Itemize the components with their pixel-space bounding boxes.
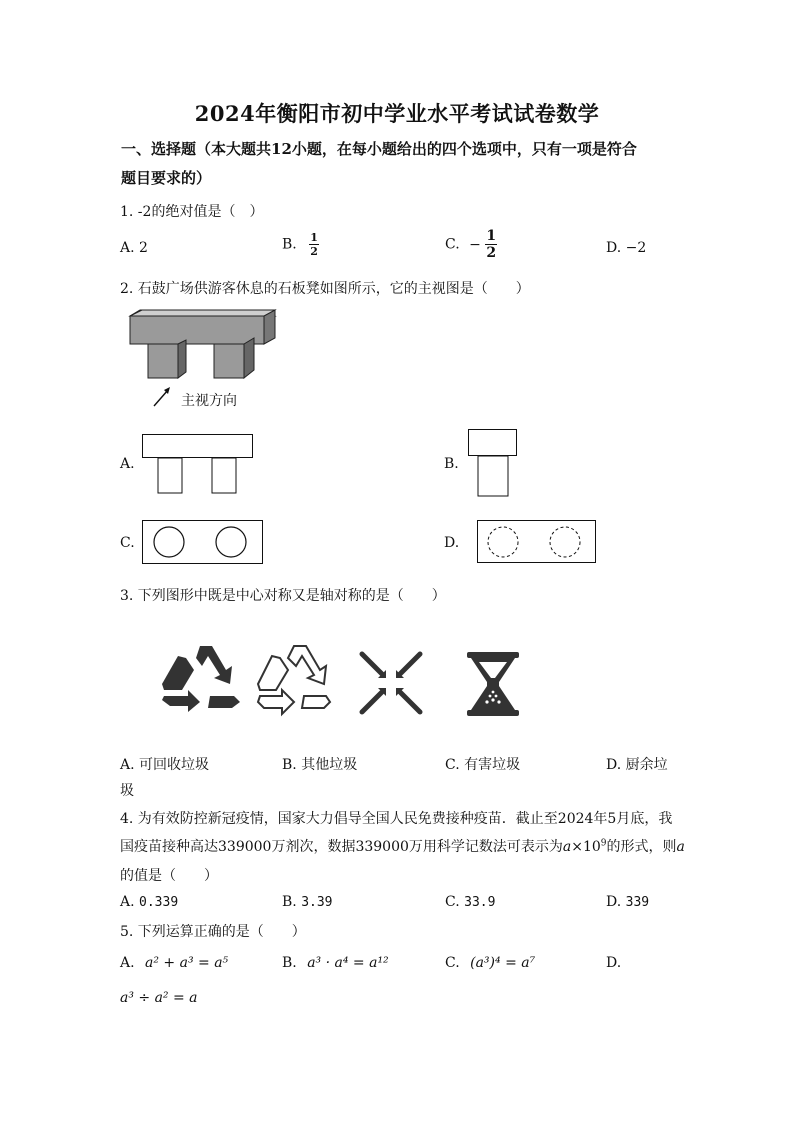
q1-option-c-fraction: [485, 229, 497, 260]
q1-option-c: [445, 229, 497, 260]
q4-line2-pre: 国疫苗接种高达339000万剂次，数据339000万用科学记数法可表示为: [120, 839, 563, 855]
q4-line1: 4. 为有效防控新冠疫情，国家大力倡导全国人民免费接种疫苗．截止至2024年5月底，我: [120, 811, 673, 827]
q5-option-c: [445, 955, 535, 971]
other-waste-icon: [256, 644, 332, 718]
q2-stem: 2. 石鼓广场供游客休息的石板凳如图所示，它的主视图是（ ）: [120, 281, 530, 297]
q1-option-d: D. −2: [606, 240, 647, 256]
q5-option-c-expr: (a³)⁴ = a⁷: [470, 955, 536, 971]
page-title: 2024年衡阳市初中学业水平考试试卷数学: [194, 101, 600, 126]
q4-option-b-label: B.: [282, 894, 297, 910]
q1-option-b-label: B.: [282, 236, 297, 253]
q3-option-a: A. 可回收垃圾: [120, 757, 210, 773]
q1-b-numerator: 1: [310, 231, 318, 244]
section-heading-line1: 一、选择题（本大题共12小题，在每小题给出的四个选项中，只有一项是符合: [121, 140, 637, 158]
q1-b-denominator: 2: [310, 245, 318, 258]
q4-line2: [120, 836, 685, 856]
q4-option-a-label: A.: [120, 894, 135, 910]
q3-stem: 3. 下列图形中既是中心对称又是轴对称的是（ ）: [120, 588, 446, 604]
q4-option-d-label: D.: [606, 894, 622, 910]
q5-option-a-expr: a² + a³ = a⁵: [145, 955, 229, 971]
q4-option-c: [445, 894, 495, 910]
q2-option-c-figure: [142, 520, 264, 566]
q4-line3: 的值是（ ）: [120, 868, 218, 884]
q2-option-d-figure: [477, 520, 599, 566]
q5-option-b-label: B.: [282, 955, 297, 971]
q5-option-b: [282, 955, 389, 971]
q4-var-a: a: [676, 839, 685, 855]
q4-sci-a: a: [562, 839, 572, 855]
q4-sci-exponent: 9: [600, 838, 607, 849]
q4-sci-times: ×10: [571, 839, 601, 855]
q1-c-denominator: 2: [486, 245, 497, 261]
kitchen-waste-icon: [465, 652, 521, 716]
q1-c-numerator: 1: [486, 228, 497, 244]
q1-option-b-fraction: [309, 232, 319, 257]
q4-option-b: [282, 894, 333, 910]
q5-option-a-label: A.: [120, 955, 135, 971]
q1-stem: 1. -2的绝对值是（ ）: [120, 204, 264, 220]
q4-option-b-value: 3.39: [301, 895, 333, 910]
recyclable-icon: [160, 644, 242, 712]
q4-option-a-value: 0.339: [139, 895, 179, 910]
q2-option-b-label: B.: [444, 456, 459, 472]
q3-option-b: B. 其他垃圾: [282, 757, 358, 773]
q3-option-d-wrap: 圾: [120, 783, 134, 799]
q4-option-a: [120, 894, 178, 910]
q3-option-d: D. 厨余垃: [606, 757, 668, 773]
q4-option-c-value: 33.9: [464, 895, 496, 910]
q1-option-b: [282, 232, 319, 257]
q1-option-c-label: C.: [445, 236, 460, 253]
section-heading-line2: 题目要求的）: [121, 169, 212, 187]
q4-option-d: [606, 894, 649, 910]
q5-option-a: [120, 955, 228, 971]
q2-option-a-label: A.: [120, 456, 135, 472]
q5-option-d-expr-text: a³ ÷ a² = a: [120, 990, 198, 1006]
q2-option-b-figure: [468, 429, 520, 499]
q1-option-c-sign: −: [469, 236, 481, 253]
q2-option-a-figure: [142, 434, 254, 496]
q2-option-d-label: D.: [444, 535, 460, 551]
q4-option-c-label: C.: [445, 894, 460, 910]
direction-label: 主视方向: [181, 393, 237, 409]
q5-option-d-expr: [120, 990, 198, 1006]
q1-option-a: A. 2: [120, 240, 148, 256]
q2-option-c-label: C.: [120, 535, 135, 551]
q5-option-d-label: D.: [606, 955, 622, 971]
q4-line2-post: 的形式，则: [606, 839, 677, 855]
q4-option-d-value: 339: [625, 895, 650, 910]
q3-option-c: C. 有害垃圾: [445, 757, 521, 773]
q5-option-c-label: C.: [445, 955, 460, 971]
q5-option-b-expr: a³ · a⁴ = a¹²: [307, 955, 389, 971]
q5-stem: 5. 下列运算正确的是（ ）: [120, 924, 306, 940]
section-heading: [121, 135, 681, 193]
hazardous-waste-icon: [358, 650, 424, 716]
